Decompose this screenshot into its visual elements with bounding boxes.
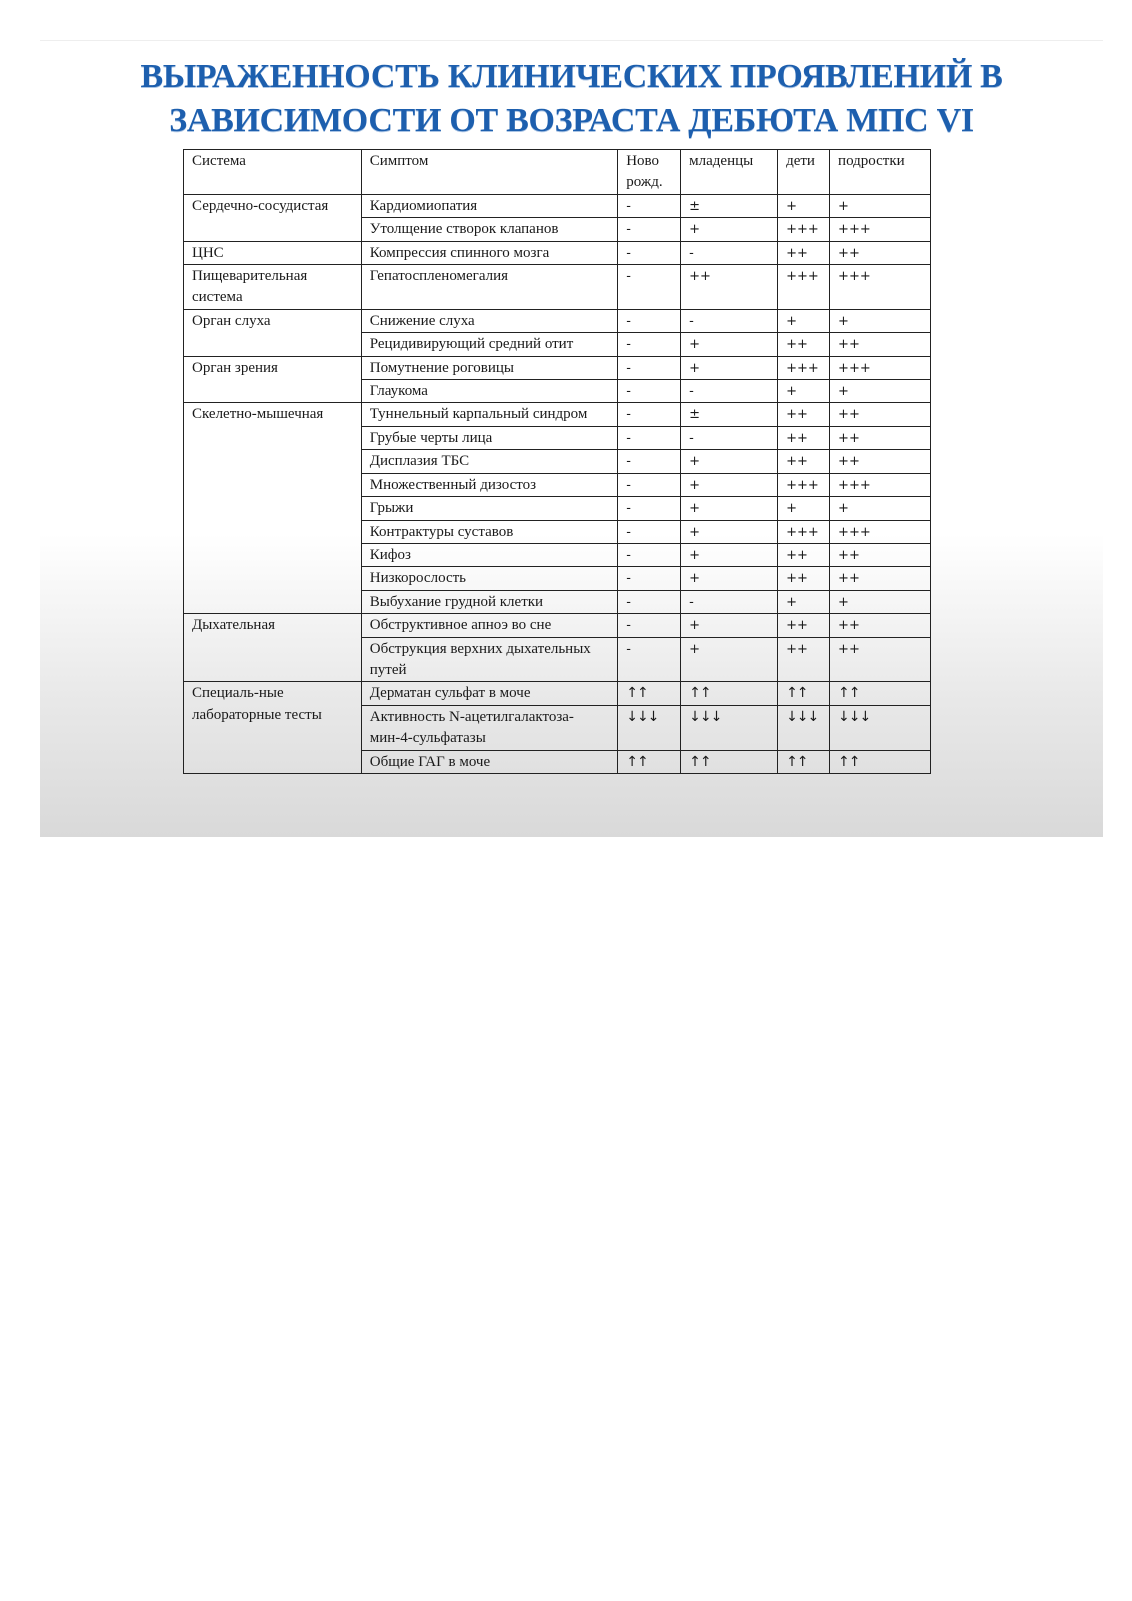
value-adolescents: + bbox=[830, 590, 931, 613]
symptom-cell: Утолщение створок клапанов bbox=[361, 218, 617, 241]
value-adolescents: ↓↓↓ bbox=[830, 705, 931, 750]
value-children: ++ bbox=[778, 333, 830, 356]
value-infants: + bbox=[681, 637, 778, 682]
slide-title bbox=[40, 55, 1103, 143]
value-children: ↓↓↓ bbox=[778, 705, 830, 750]
symptom-cell: Грубые черты лица bbox=[361, 426, 617, 449]
value-children: ++ bbox=[778, 543, 830, 566]
symptom-cell: Компрессия спинного мозга bbox=[361, 241, 617, 264]
value-children: + bbox=[778, 309, 830, 332]
value-newborn: - bbox=[618, 567, 681, 590]
value-adolescents: + bbox=[830, 309, 931, 332]
table-row bbox=[184, 403, 931, 426]
value-newborn: - bbox=[618, 309, 681, 332]
value-children: +++ bbox=[778, 265, 830, 310]
value-newborn: - bbox=[618, 194, 681, 217]
value-adolescents: ++ bbox=[830, 614, 931, 637]
value-infants: + bbox=[681, 450, 778, 473]
value-children: +++ bbox=[778, 356, 830, 379]
value-infants: + bbox=[681, 473, 778, 496]
value-infants: + bbox=[681, 218, 778, 241]
value-newborn: - bbox=[618, 265, 681, 310]
value-adolescents: + bbox=[830, 380, 931, 403]
value-infants: ↓↓↓ bbox=[681, 705, 778, 750]
system-cell: Специаль-ные лабораторные тесты bbox=[184, 682, 362, 774]
value-children: ++ bbox=[778, 450, 830, 473]
value-adolescents: ++ bbox=[830, 403, 931, 426]
value-newborn: - bbox=[618, 473, 681, 496]
system-cell: Скелетно-мышечная bbox=[184, 403, 362, 614]
value-newborn: - bbox=[618, 403, 681, 426]
value-infants: ++ bbox=[681, 265, 778, 310]
value-adolescents: +++ bbox=[830, 520, 931, 543]
value-newborn: - bbox=[618, 380, 681, 403]
value-adolescents: ++ bbox=[830, 426, 931, 449]
symptom-cell: Туннельный карпальный синдром bbox=[361, 403, 617, 426]
header-adolescents: подростки bbox=[830, 150, 931, 195]
symptom-cell: Гепатоспленомегалия bbox=[361, 265, 617, 310]
symptoms-table bbox=[183, 149, 931, 774]
value-children: ++ bbox=[778, 637, 830, 682]
value-children: ++ bbox=[778, 426, 830, 449]
title-line-2: ЗАВИСИМОСТИ ОТ ВОЗРАСТА ДЕБЮТА МПС VI bbox=[169, 102, 974, 139]
slide bbox=[40, 40, 1103, 837]
value-newborn: - bbox=[618, 450, 681, 473]
value-children: + bbox=[778, 590, 830, 613]
symptom-cell: Множественный дизостоз bbox=[361, 473, 617, 496]
value-children: + bbox=[778, 194, 830, 217]
symptom-cell: Низкорослость bbox=[361, 567, 617, 590]
value-adolescents: ↑↑ bbox=[830, 682, 931, 705]
value-newborn: - bbox=[618, 218, 681, 241]
value-newborn: - bbox=[618, 333, 681, 356]
value-children: ++ bbox=[778, 567, 830, 590]
header-row bbox=[184, 150, 931, 195]
header-children: дети bbox=[778, 150, 830, 195]
value-infants: + bbox=[681, 520, 778, 543]
value-newborn: - bbox=[618, 590, 681, 613]
value-newborn: - bbox=[618, 614, 681, 637]
value-adolescents: ++ bbox=[830, 333, 931, 356]
value-infants: - bbox=[681, 380, 778, 403]
symptom-cell: Грыжи bbox=[361, 497, 617, 520]
table-row bbox=[184, 614, 931, 637]
table-row bbox=[184, 682, 931, 705]
value-newborn: ↑↑ bbox=[618, 682, 681, 705]
value-adolescents: + bbox=[830, 497, 931, 520]
value-adolescents: ++ bbox=[830, 637, 931, 682]
system-cell: Орган слуха bbox=[184, 309, 362, 356]
value-adolescents: ++ bbox=[830, 450, 931, 473]
symptom-cell: Общие ГАГ в моче bbox=[361, 750, 617, 773]
symptom-cell: Кардиомиопатия bbox=[361, 194, 617, 217]
value-newborn: - bbox=[618, 543, 681, 566]
value-infants: + bbox=[681, 543, 778, 566]
value-infants: - bbox=[681, 241, 778, 264]
value-adolescents: +++ bbox=[830, 265, 931, 310]
value-children: ++ bbox=[778, 614, 830, 637]
value-adolescents: +++ bbox=[830, 356, 931, 379]
system-cell: Сердечно-сосудистая bbox=[184, 194, 362, 241]
symptom-cell: Активность N-ацетилгалактоза-мин-4-сульфатазы bbox=[361, 705, 617, 750]
value-children: +++ bbox=[778, 520, 830, 543]
system-cell: ЦНС bbox=[184, 241, 362, 264]
symptom-cell: Кифоз bbox=[361, 543, 617, 566]
value-infants: + bbox=[681, 614, 778, 637]
value-children: +++ bbox=[778, 218, 830, 241]
system-cell: Орган зрения bbox=[184, 356, 362, 403]
header-infants: младенцы bbox=[681, 150, 778, 195]
value-newborn: - bbox=[618, 520, 681, 543]
value-adolescents: ++ bbox=[830, 241, 931, 264]
value-infants: ↑↑ bbox=[681, 682, 778, 705]
value-infants: + bbox=[681, 333, 778, 356]
value-adolescents: + bbox=[830, 194, 931, 217]
value-children: ↑↑ bbox=[778, 682, 830, 705]
system-cell: Пищеварительная система bbox=[184, 265, 362, 310]
table-row bbox=[184, 309, 931, 332]
value-adolescents: +++ bbox=[830, 218, 931, 241]
symptom-cell: Дисплазия ТБС bbox=[361, 450, 617, 473]
value-adolescents: ↑↑ bbox=[830, 750, 931, 773]
symptom-cell: Обструкция верхних дыхательных путей bbox=[361, 637, 617, 682]
table-row bbox=[184, 265, 931, 310]
value-infants: + bbox=[681, 356, 778, 379]
value-infants: + bbox=[681, 497, 778, 520]
value-infants: - bbox=[681, 426, 778, 449]
symptom-cell: Помутнение роговицы bbox=[361, 356, 617, 379]
value-newborn: - bbox=[618, 356, 681, 379]
header-newborn: Ново рожд. bbox=[618, 150, 681, 195]
system-cell: Дыхательная bbox=[184, 614, 362, 682]
table-row bbox=[184, 241, 931, 264]
value-newborn: ↓↓↓ bbox=[618, 705, 681, 750]
symptom-cell: Рецидивирующий средний отит bbox=[361, 333, 617, 356]
value-newborn: - bbox=[618, 497, 681, 520]
symptom-cell: Глаукома bbox=[361, 380, 617, 403]
header-symptom: Симптом bbox=[361, 150, 617, 195]
value-children: ++ bbox=[778, 403, 830, 426]
value-children: + bbox=[778, 497, 830, 520]
value-children: +++ bbox=[778, 473, 830, 496]
table-body bbox=[184, 194, 931, 773]
title-line-1: ВЫРАЖЕННОСТЬ КЛИНИЧЕСКИХ ПРОЯВЛЕНИЙ В bbox=[140, 58, 1003, 95]
value-adolescents: +++ bbox=[830, 473, 931, 496]
value-adolescents: ++ bbox=[830, 567, 931, 590]
value-infants: + bbox=[681, 567, 778, 590]
symptom-cell: Снижение слуха bbox=[361, 309, 617, 332]
value-newborn: - bbox=[618, 637, 681, 682]
value-infants: - bbox=[681, 309, 778, 332]
value-newborn: - bbox=[618, 241, 681, 264]
value-infants: - bbox=[681, 590, 778, 613]
table-row bbox=[184, 356, 931, 379]
value-newborn: - bbox=[618, 426, 681, 449]
table-row bbox=[184, 194, 931, 217]
symptom-cell: Дерматан сульфат в моче bbox=[361, 682, 617, 705]
value-children: ↑↑ bbox=[778, 750, 830, 773]
symptom-cell: Контрактуры суставов bbox=[361, 520, 617, 543]
value-infants: ↑↑ bbox=[681, 750, 778, 773]
symptom-cell: Обструктивное апноэ во сне bbox=[361, 614, 617, 637]
value-adolescents: ++ bbox=[830, 543, 931, 566]
value-infants: ± bbox=[681, 194, 778, 217]
header-system: Система bbox=[184, 150, 362, 195]
value-infants: ± bbox=[681, 403, 778, 426]
symptom-cell: Выбухание грудной клетки bbox=[361, 590, 617, 613]
value-children: ++ bbox=[778, 241, 830, 264]
value-newborn: ↑↑ bbox=[618, 750, 681, 773]
value-children: + bbox=[778, 380, 830, 403]
